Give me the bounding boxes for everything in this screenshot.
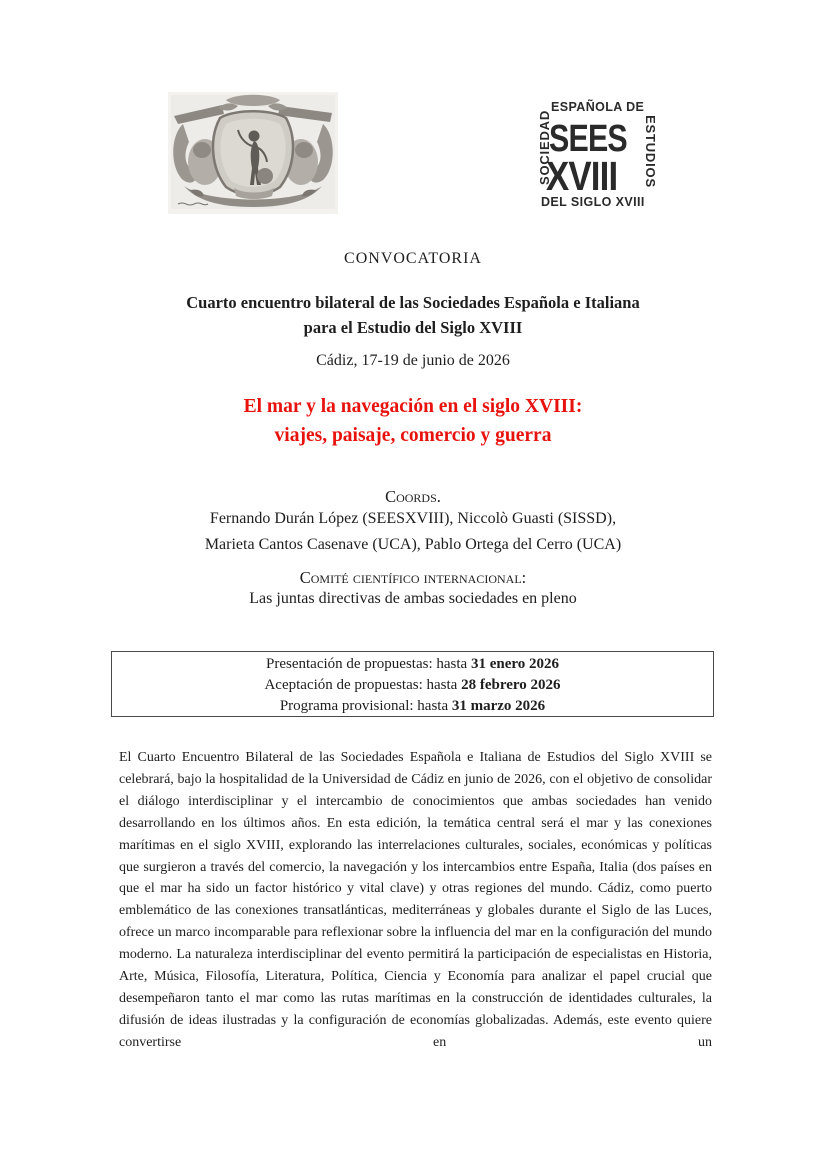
theme-title [0, 392, 826, 450]
sees-xviii-logo [538, 99, 657, 212]
committee-heading: Comité científico internacional: [299, 568, 527, 587]
logo-text-sees: SEES [549, 118, 627, 160]
deadline-date: 28 febrero 2026 [461, 677, 561, 693]
coordinators-heading: Coords. [385, 487, 441, 506]
deadline-row-presentacion [112, 654, 713, 675]
deadline-label: Aceptación de propuestas: hasta [264, 677, 458, 693]
theme-title-line1: El mar y la navegación en el siglo XVIII: [243, 396, 583, 417]
deadline-label: Presentación de propuestas: hasta [266, 656, 468, 672]
main-title [0, 290, 826, 340]
convocatoria-heading: CONVOCATORIA [344, 250, 482, 267]
coordinators-line2: Marieta Cantos Casenave (UCA), Pablo Ortega del Cerro (UCA) [204, 536, 622, 553]
coordinators-line1: Fernando Durán López (SEESXVIII), Niccolò Guasti (SISSD), [209, 510, 617, 527]
logo-text-xviii: XVIII [546, 153, 618, 199]
baroque-engraving-logo [168, 92, 338, 214]
engraving-icon [168, 92, 338, 214]
coordinators-names [0, 506, 826, 558]
deadline-label: Programa provisional: hasta [279, 698, 449, 714]
main-title-line2: para el Estudio del Siglo XVIII [303, 318, 523, 337]
body-paragraph: El Cuarto Encuentro Bilateral de las Sociedades Española e Italiana de Estudios del Siglo XVIII se celebrará, bajo la hospitalidad de la Universidad de Cádiz en junio de 2026, con el objetivo de consolidar el diálogo interdisciplinar y el intercambio de conocimientos que ambas sociedades han venido desarrollando en los últimos años. En esta edición, la temática central será el mar y las conexiones marítimas en el siglo XVIII, explorando las interrelaciones culturales, sociales, económicas y políticas que surgieron a través del comercio, la navegación y los intercambios entre España, Italia (dos países en que el mar ha sido un factor histórico y vital clave) y otras regiones del mundo. Cádiz, como puerto emblemático de las conexiones transatlánticas, mediterráneas y globales durante el Siglo de las Luces, ofrece un marco incomparable para reflexionar sobre la influencia del mar en la configuración del mundo moderno. La naturaleza interdisciplinar del evento permitirá la participación de especialistas en Historia, Arte, Música, Filosofía, Literatura, Política, Ciencia y Economía para analizar el papel crucial que desempeñaron tanto el mar como las rutas marítimas en la construcción de identidades culturales, la difusión de ideas ilustradas y la configuración de economías globalizadas. Además, este evento quiere convertirse en un [119, 750, 712, 1050]
location-date: Cádiz, 17-19 de junio de 2026 [316, 352, 510, 369]
deadline-row-aceptacion [112, 675, 713, 696]
logo-text-sociedad: SOCIEDAD [537, 109, 552, 186]
deadline-date: 31 enero 2026 [470, 656, 559, 672]
theme-title-line2: viajes, paisaje, comercio y guerra [274, 425, 552, 446]
deadline-row-programa [112, 696, 713, 717]
deadlines-box [111, 651, 714, 717]
deadline-date: 31 marzo 2026 [451, 698, 546, 714]
committee-line: Las juntas directivas de ambas sociedades en pleno [249, 590, 577, 607]
logo-text-del-siglo: DEL SIGLO XVIII [541, 195, 645, 209]
logo-text-espanola-de: ESPAÑOLA DE [551, 100, 645, 114]
logo-text-estudios: ESTUDIOS [643, 115, 658, 188]
main-title-line1: Cuarto encuentro bilateral de las Sociedades Española e Italiana [186, 293, 640, 312]
